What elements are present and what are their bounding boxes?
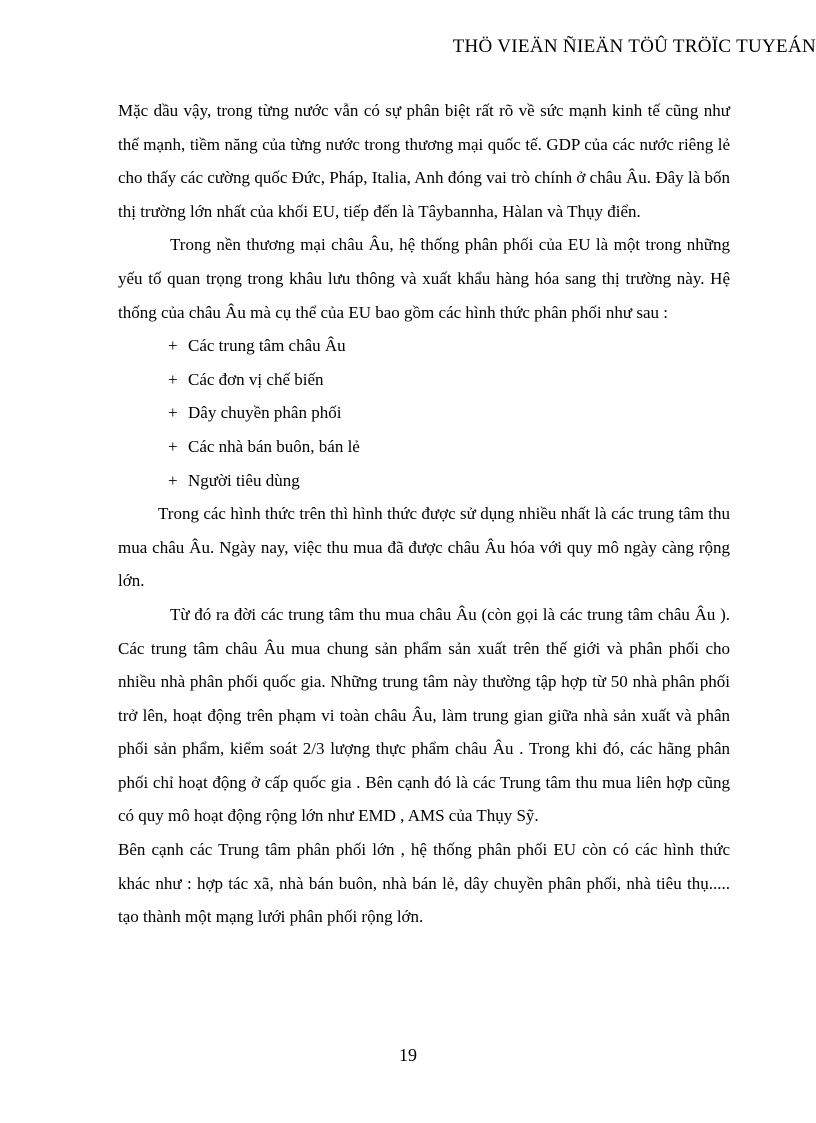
- paragraph-3: Trong các hình thức trên thì hình thức được sử dụng nhiều nhất là các trung tâm thu mua châu Âu. Ngày nay, việc thu mua đã được châu Âu hóa với quy mô ngày càng rộng lớn.: [118, 504, 730, 591]
- bullet-mark: +: [168, 369, 178, 389]
- bullet-mark: +: [168, 403, 178, 423]
- page-number: 19: [399, 1045, 417, 1065]
- list-item: [168, 329, 730, 363]
- paragraph-5: Bên cạnh các Trung tâm phân phối lớn , hệ thống phân phối EU còn có các hình thức khác như : hợp tác xã, nhà bán buôn, nhà bán lẻ, dây chuyền phân phối, nhà tiêu thụ..... tạo thành một mạng lưới phân phối rộng lớn.: [118, 840, 730, 927]
- list-item-text: Người tiêu dùng: [188, 470, 300, 490]
- list-item: [168, 363, 730, 397]
- paragraph-1: Mặc dầu vậy, trong từng nước vẫn có sự phân biệt rất rõ về sức mạnh kinh tế cũng như thế mạnh, tiềm năng của từng nước trong thương mại quốc tế. GDP của các nước riêng lẻ cho thấy các cường quốc Đức, Pháp, Italia, Anh đóng vai trò chính ở châu Âu. Đây là bốn thị trường lớn nhất của khối EU, tiếp đến là Tâybannha, Hàlan và Thụy điển.: [118, 101, 730, 221]
- paragraph-2: Trong nền thương mại châu Âu, hệ thống phân phối của EU là một trong những yếu tố quan trọng trong khâu lưu thông và xuất khẩu hàng hóa sang thị trường này. Hệ thống của châu Âu mà cụ thể của EU bao gồm các hình thức phân phối như sau :: [118, 235, 730, 322]
- distribution-forms-list: [118, 329, 730, 497]
- list-item-text: Các nhà bán buôn, bán lẻ: [188, 436, 360, 456]
- bullet-mark: +: [168, 436, 178, 456]
- bullet-mark: +: [168, 470, 178, 490]
- bullet-mark: +: [168, 336, 178, 356]
- list-item-text: Các trung tâm châu Âu: [188, 336, 346, 356]
- document-body: [118, 94, 730, 934]
- paragraph-4: Từ đó ra đời các trung tâm thu mua châu Âu (còn gọi là các trung tâm châu Âu ). Các trung tâm châu Âu mua chung sản phẩm sản xuất trên thế giới và phân phối cho nhiều nhà phân phối quốc gia. Những trung tâm này thường tập hợp từ 50 nhà phân phối trở lên, hoạt động trên phạm vi toàn châu Âu, làm trung gian giữa nhà sản xuất và phân phối sản phẩm, kiểm soát 2/3 lượng thực phẩm châu Âu . Trong khi đó, các hãng phân phối chỉ hoạt động ở cấp quốc gia . Bên cạnh đó là các Trung tâm thu mua liên hợp cũng có quy mô hoạt động rộng lớn như EMD , AMS của Thụy Sỹ.: [118, 604, 730, 826]
- list-item: [168, 430, 730, 464]
- list-item: [168, 396, 730, 430]
- list-item: [168, 464, 730, 498]
- list-item-text: Dây chuyền phân phối: [188, 403, 342, 423]
- list-item-text: Các đơn vị chế biến: [188, 369, 324, 389]
- running-header: THÖ VIEÄN ÑIEÄN TÖÛ TRÖÏC TUYEÁN: [452, 36, 816, 57]
